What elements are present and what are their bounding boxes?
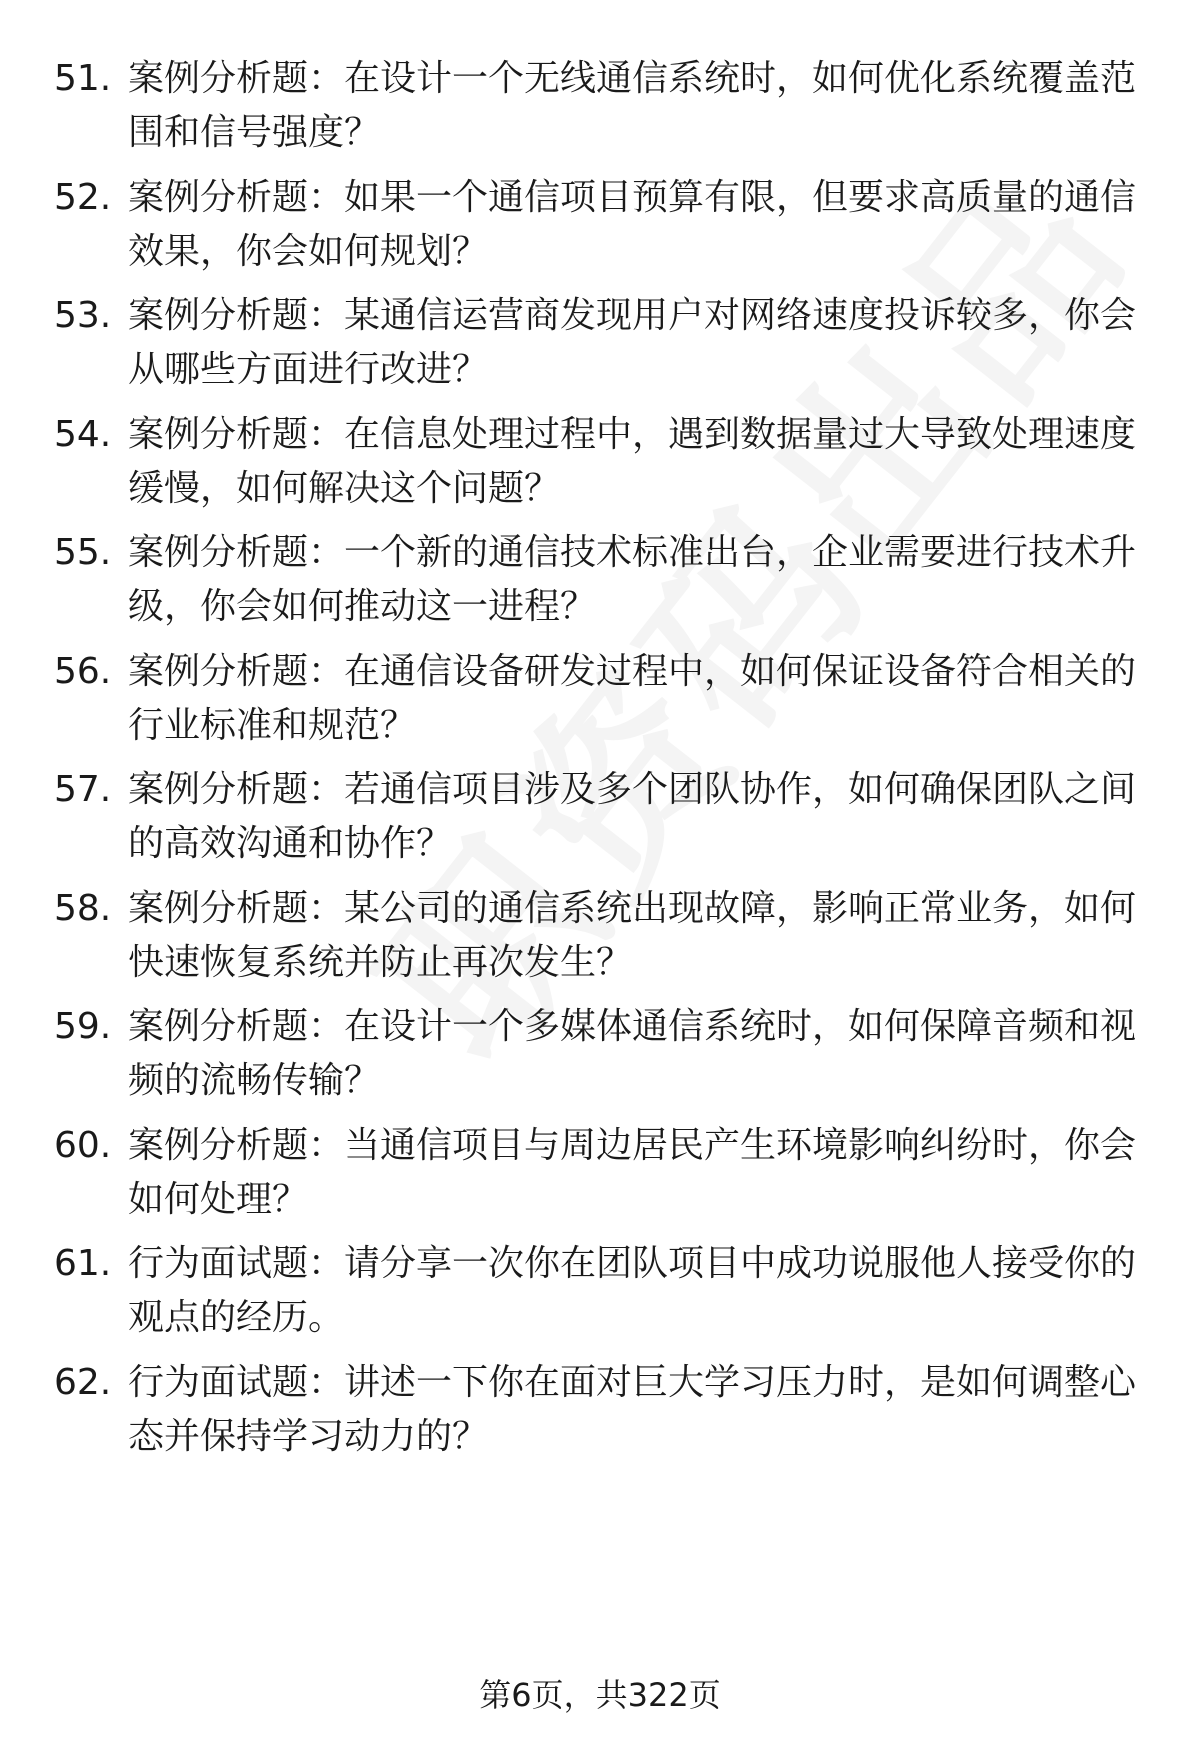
question-item	[0, 645, 1200, 755]
question-number: 59.	[54, 1006, 112, 1047]
question-number: 57.	[54, 769, 112, 810]
question-item	[0, 52, 1200, 162]
question-text: 案例分析题：在设计一个无线通信系统时，如何优化系统覆盖范围和信号强度？	[128, 58, 1137, 153]
question-text: 案例分析题：如果一个通信项目预算有限，但要求高质量的通信效果，你会如何规划？	[128, 177, 1137, 272]
question-text: 案例分析题：某通信运营商发现用户对网络速度投诉较多，你会从哪些方面进行改进？	[128, 295, 1137, 390]
question-text: 案例分析题：在设计一个多媒体通信系统时，如何保障音频和视频的流畅传输？	[128, 1006, 1137, 1101]
question-item	[0, 408, 1200, 518]
question-text: 案例分析题：一个新的通信技术标准出台，企业需要进行技术升级，你会如何推动这一进程？	[128, 532, 1137, 627]
question-item	[0, 1237, 1200, 1347]
question-item	[0, 526, 1200, 636]
question-number: 53.	[54, 295, 112, 336]
question-text: 案例分析题：当通信项目与周边居民产生环境影响纠纷时，你会如何处理？	[128, 1125, 1137, 1220]
question-text: 行为面试题：讲述一下你在面对巨大学习压力时，是如何调整心态并保持学习动力的？	[128, 1362, 1137, 1457]
question-number: 56.	[54, 651, 112, 692]
question-item	[0, 763, 1200, 873]
question-text: 案例分析题：在通信设备研发过程中，如何保证设备符合相关的行业标准和规范？	[128, 651, 1137, 746]
question-number: 58.	[54, 888, 112, 929]
question-text: 案例分析题：若通信项目涉及多个团队协作，如何确保团队之间的高效沟通和协作？	[128, 769, 1137, 864]
question-item	[0, 171, 1200, 281]
question-number: 54.	[54, 414, 112, 455]
question-item	[0, 1000, 1200, 1110]
question-item	[0, 1119, 1200, 1229]
question-number: 52.	[54, 177, 112, 218]
page-footer: 第6页，共322页	[479, 1676, 721, 1714]
question-item	[0, 1356, 1200, 1466]
question-number: 61.	[54, 1243, 112, 1284]
question-item	[0, 882, 1200, 992]
question-text: 案例分析题：某公司的通信系统出现故障，影响正常业务，如何快速恢复系统并防止再次发生？	[128, 888, 1137, 983]
question-number: 62.	[54, 1362, 112, 1403]
question-text: 行为面试题：请分享一次你在团队项目中成功说服他人接受你的观点的经历。	[128, 1243, 1137, 1338]
question-number: 51.	[54, 58, 112, 99]
question-item	[0, 289, 1200, 399]
question-text: 案例分析题：在信息处理过程中，遇到数据量过大导致处理速度缓慢，如何解决这个问题？	[128, 414, 1137, 509]
question-number: 55.	[54, 532, 112, 573]
question-number: 60.	[54, 1125, 112, 1166]
